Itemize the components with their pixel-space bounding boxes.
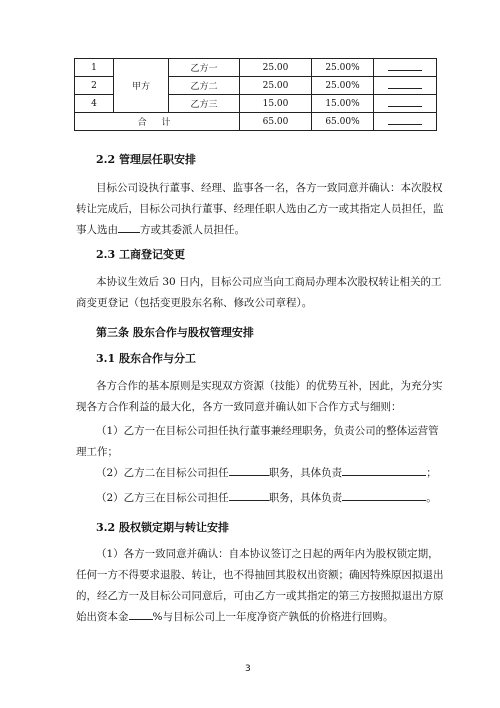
page-number: 3 — [245, 664, 251, 674]
blank-line — [118, 222, 140, 233]
blank-cell — [374, 95, 437, 113]
text-fragment: （2）乙方三在目标公司担任 — [96, 492, 229, 504]
amount-cell: 25.00 — [240, 59, 312, 77]
text-fragment: %与目标公司上一年度净资产孰低的价格进行回购。 — [152, 611, 394, 623]
text-line: 理工作； — [76, 446, 118, 458]
blank-cell — [374, 113, 437, 131]
amount-cell: 15.00 — [240, 95, 312, 113]
party-name: 乙方一 — [169, 59, 240, 77]
blank-line — [388, 79, 422, 89]
text-line: 转让完成后，目标公司执行董事、经理任职人选由乙方一或其指定人员担任，监 — [76, 203, 444, 215]
blank-line — [342, 490, 426, 501]
text-fragment: ； — [426, 467, 437, 479]
paragraph — [76, 376, 443, 418]
blank-line — [342, 465, 426, 476]
text-line — [76, 463, 437, 484]
text-line — [76, 607, 434, 628]
total-label: 合 计 — [75, 113, 240, 131]
ratio-cell: 25.00% — [312, 77, 374, 95]
blank-cell — [374, 77, 437, 95]
blank-line — [129, 609, 153, 620]
text-line: 本协议生效后 30 日内，目标公司应当向工商局办理本次股权转让相关的工 — [96, 276, 442, 288]
text-fragment: 职务，具体负责 — [268, 492, 343, 504]
blank-line — [388, 97, 422, 107]
text-line: 现各方合作利益的最大化，各方一致同意并确认如下合作方式与细则： — [76, 401, 402, 413]
text-line — [76, 488, 437, 509]
total-ratio: 65.00% — [312, 113, 374, 131]
section-heading: 2.3 工商登记变更 — [96, 248, 185, 261]
shareholding-table — [74, 58, 437, 131]
paragraph — [76, 421, 439, 463]
blank-line — [229, 490, 269, 501]
text-line: 各方合作的基本原则是实现双方资源（技能）的优势互补，因此，为充分实 — [96, 380, 443, 392]
article-heading: 第三条 股东合作与股权管理安排 — [96, 326, 254, 339]
party-name: 乙方三 — [169, 95, 240, 113]
text-line: （1）各方一致同意并确认：自本协议签订之日起的两年内为股权锁定期， — [96, 548, 439, 560]
text-line: （1）乙方一在目标公司担任执行董事兼经理职务，负责公司的整体运营管 — [96, 425, 439, 437]
paragraph — [76, 272, 442, 314]
total-row — [75, 113, 437, 131]
paragraph — [76, 488, 437, 509]
section-heading: 3.2 股权锁定期与转让安排 — [96, 521, 229, 534]
text-fragment: 。 — [426, 492, 437, 504]
section-heading: 3.1 股东合作与分工 — [96, 352, 196, 365]
amount-cell: 25.00 — [240, 77, 312, 95]
party-name: 乙方二 — [169, 77, 240, 95]
group-label: 甲方 — [114, 59, 169, 113]
row-number: 2 — [75, 77, 114, 95]
text-fragment: 方或其委派人员担任。 — [140, 224, 245, 236]
ratio-cell: 15.00% — [312, 95, 374, 113]
blank-line — [229, 465, 269, 476]
text-fragment: 职务，具体负责 — [268, 467, 343, 479]
section-heading: 2.2 管理层任职安排 — [96, 153, 196, 166]
blank-cell — [374, 59, 437, 77]
text-line: 任何一方不得要求退股、转让，也不得抽回其股权出资额；确因特殊原因拟退出 — [76, 569, 444, 581]
row-number: 1 — [75, 59, 114, 77]
row-number: 4 — [75, 95, 114, 113]
text-line: 的，经乙方一及目标公司同意后，可由乙方一或其指定的第三方按照拟退出方原 — [76, 590, 444, 602]
table-row — [75, 59, 437, 77]
ratio-cell: 25.00% — [312, 59, 374, 77]
blank-line — [388, 115, 422, 125]
text-fragment: （2）乙方二在目标公司担任 — [96, 467, 229, 479]
paragraph — [76, 544, 444, 628]
text-line: 商变更登记（包括变更股东名称、修改公司章程）。 — [76, 297, 313, 309]
text-line: 目标公司设执行董事、经理、监事各一名，各方一致同意并确认：本次股权 — [96, 182, 443, 194]
paragraph — [76, 178, 444, 241]
text-fragment: 事人选由 — [76, 224, 118, 236]
text-fragment: 始出资本金 — [76, 611, 129, 623]
total-amount: 65.00 — [240, 113, 312, 131]
text-line — [76, 220, 434, 241]
blank-line — [388, 61, 422, 71]
paragraph — [76, 463, 437, 484]
